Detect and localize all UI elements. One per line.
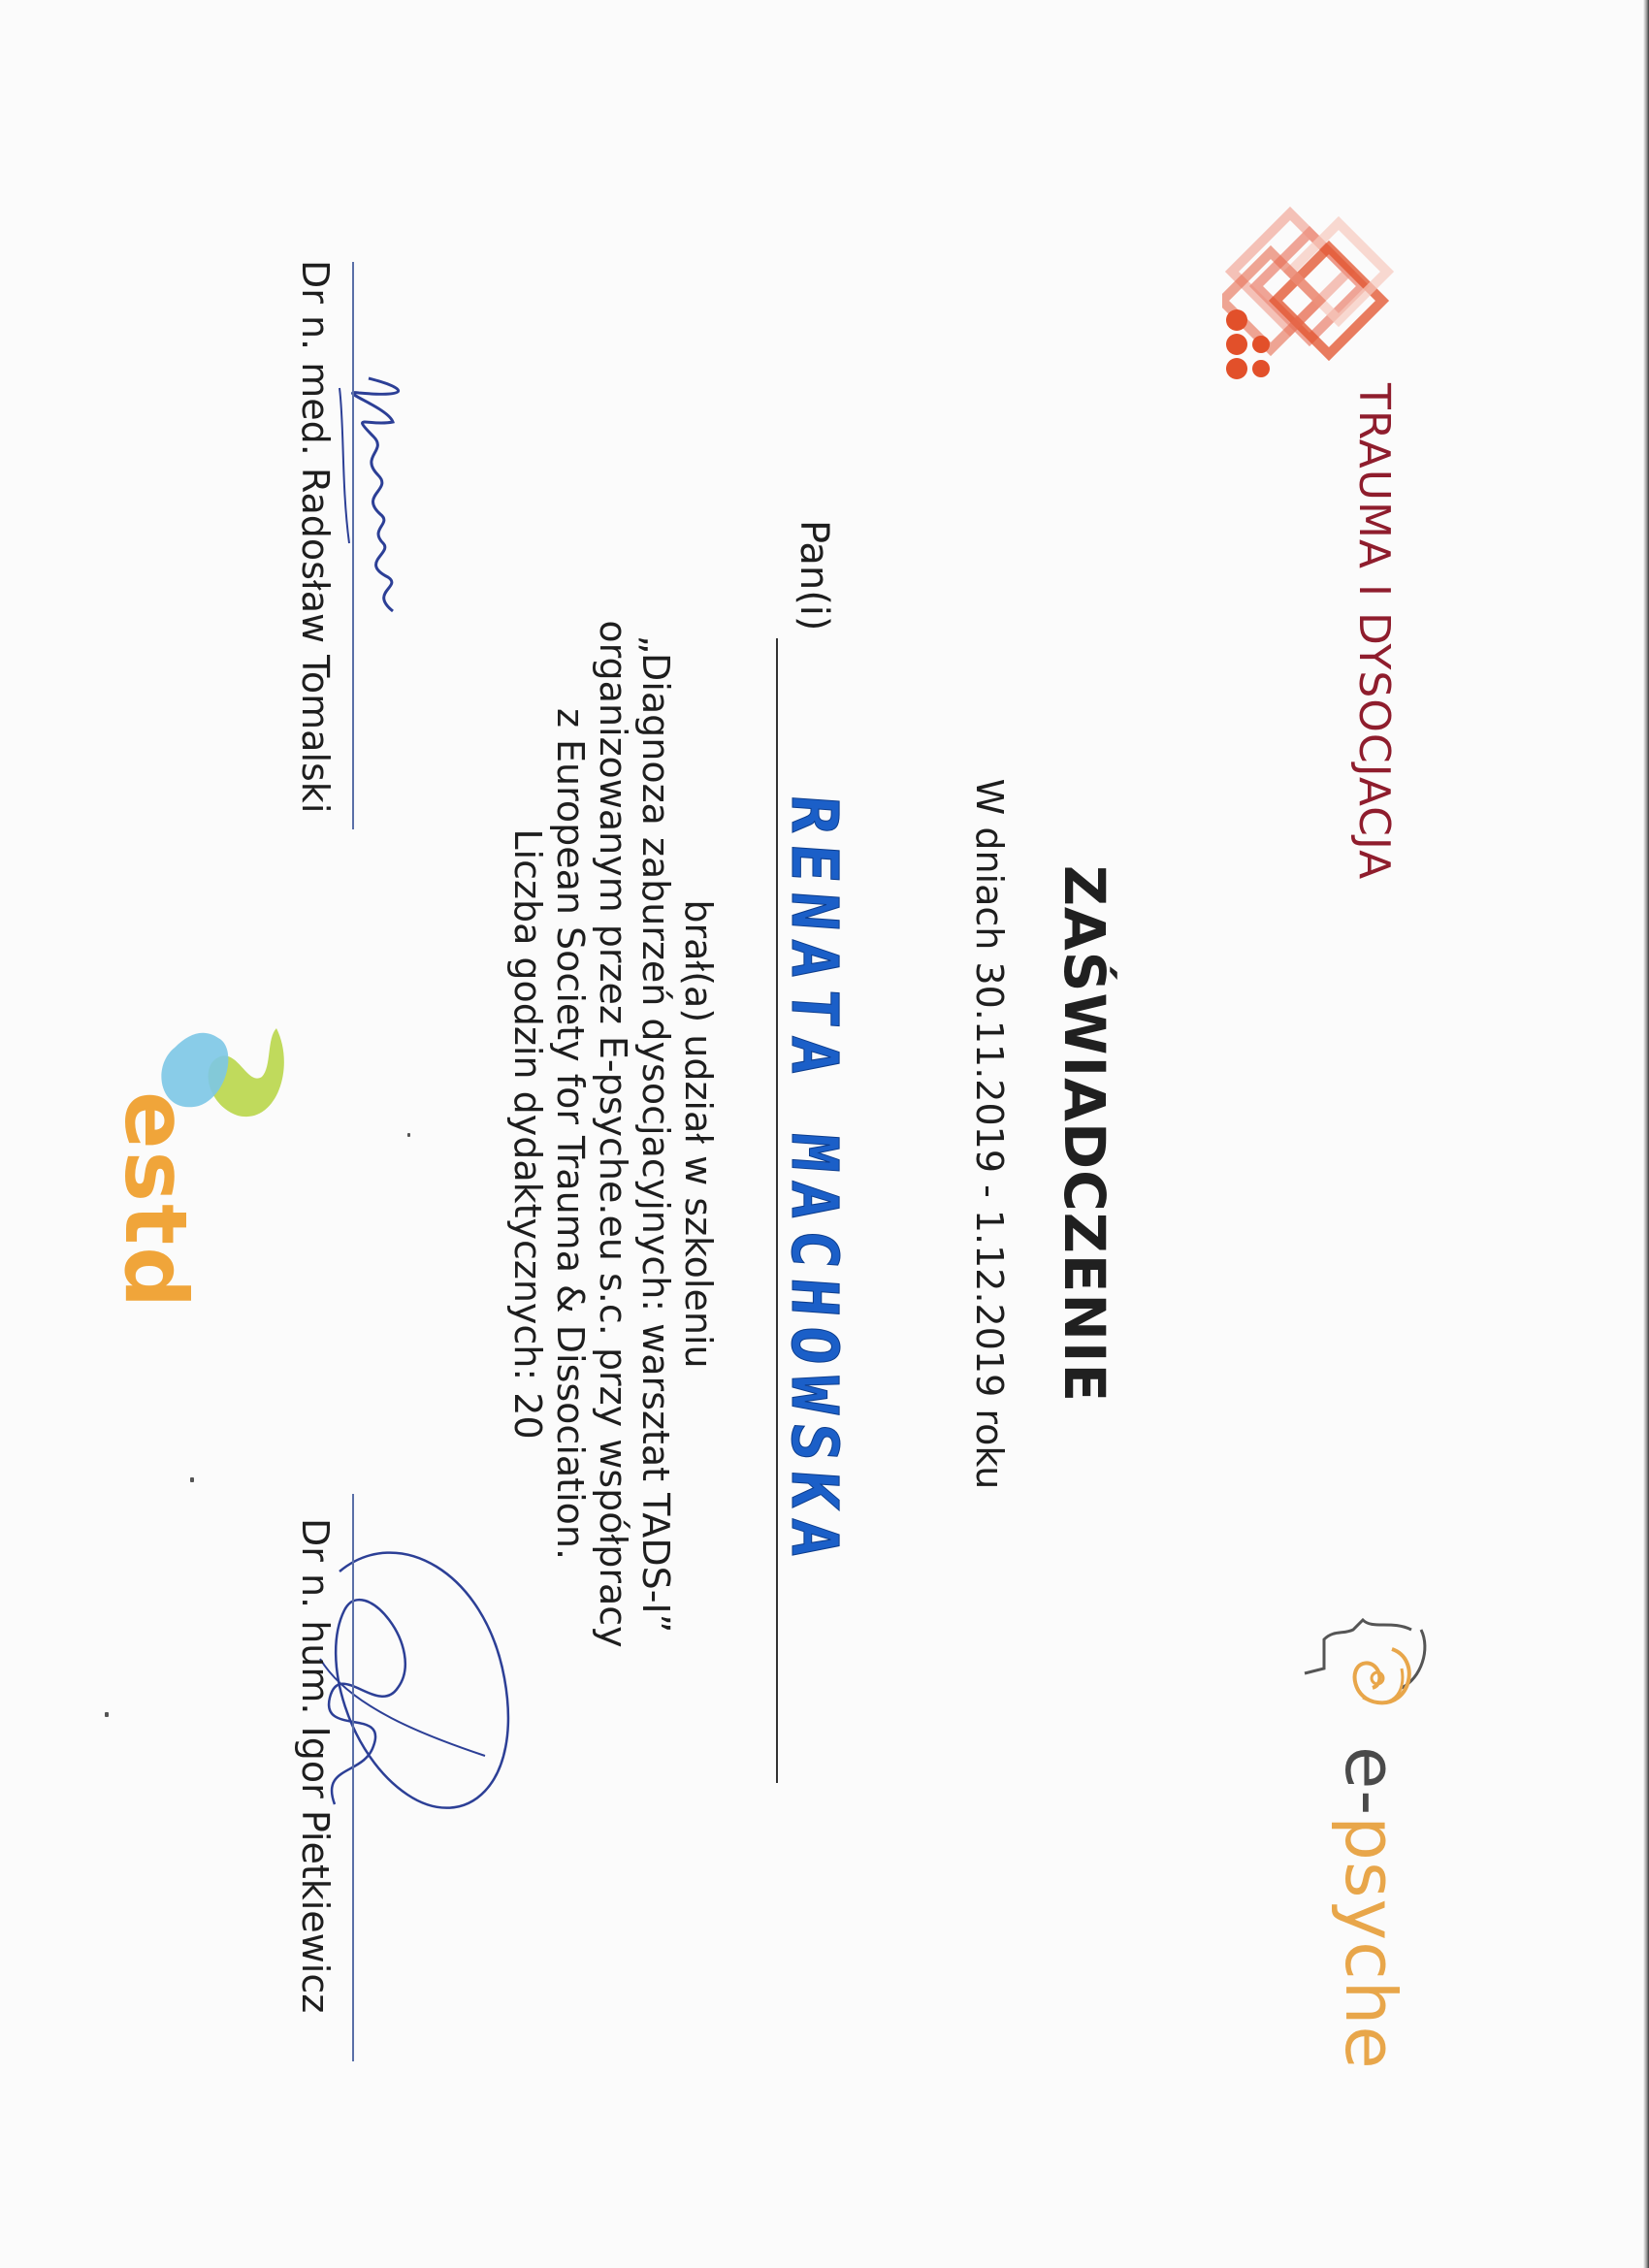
e-psyche-logo-text xyxy=(1330,1746,1411,2070)
recipient-name-handwritten: RENATA MACHOWSKA xyxy=(777,793,852,1571)
recipient-label: Pan(i) xyxy=(792,520,836,632)
trauma-dysocjacja-logo-text: TRAUMA I DYSOCJACJA xyxy=(1349,383,1399,881)
e-psyche-logo-suffix: psyche xyxy=(1330,1816,1411,2070)
estd-logo-text: estd xyxy=(106,1091,206,1311)
body-line-course-title: „Diagnoza zaburzeń dysocjacyjnych: warsztat TADS-I” xyxy=(634,634,677,1634)
left-signature-line xyxy=(352,262,354,829)
certificate-title: ZAŚWIADCZENIE xyxy=(1051,864,1117,1404)
e-psyche-logo-prefix: e- xyxy=(1330,1746,1411,1817)
body-line-participation: brał(a) udział w szkoleniu xyxy=(677,899,720,1369)
trauma-dysocjacja-logo-icon xyxy=(1222,194,1406,388)
body-line-partner: z European Society for Trauma & Dissociation. xyxy=(549,707,592,1561)
body-line-organizer: organizowanym przez E-psyche.eu s.c. przy współpracy xyxy=(592,620,634,1648)
certificate-dates: W dniach 30.11.2019 - 1.12.2019 roku xyxy=(968,778,1011,1490)
e-psyche-head-icon xyxy=(1295,1610,1431,1736)
right-signature-line xyxy=(352,1494,354,2061)
left-signatory-name: Dr n. med. Radosław Tomalski xyxy=(294,260,337,814)
body-line-hours: Liczba godzin dydaktycznych: 20 xyxy=(506,828,549,1440)
right-signatory-name: Dr n. hum. Igor Pietkiewicz xyxy=(294,1518,337,2014)
